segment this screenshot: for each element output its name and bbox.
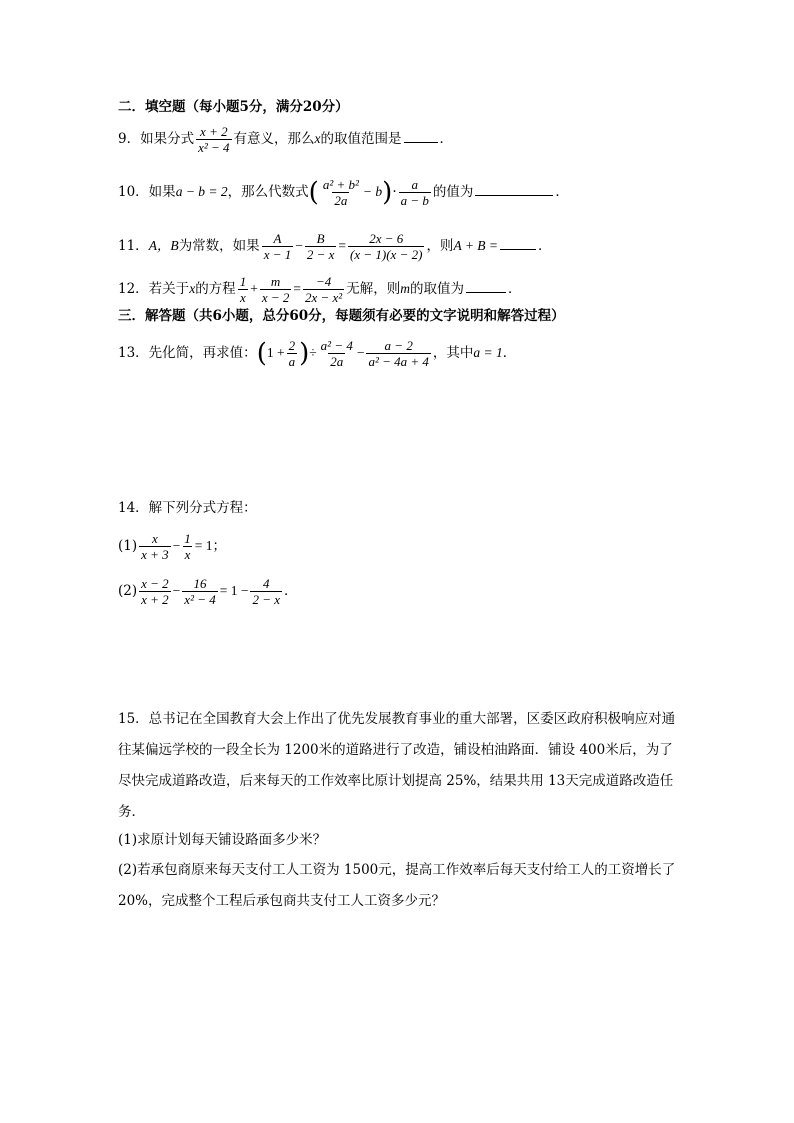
q12-mid: 的方程 — [195, 281, 236, 297]
q10-suffix: 的值为 — [432, 184, 474, 200]
q12-answer-blank[interactable] — [466, 278, 506, 293]
q14-p1-f1-num: x — [152, 531, 158, 546]
q12-f3-num: −4 — [315, 274, 332, 289]
q11-f3-num: 2x − 6 — [369, 231, 404, 246]
q13-prefix: 13．先化简，再求值： — [118, 345, 257, 361]
q11-end: ． — [538, 238, 552, 254]
q13-end: ． — [502, 345, 517, 361]
q12-var: x — [189, 281, 196, 296]
q10-end: ． — [555, 184, 569, 200]
question-9 — [118, 124, 453, 155]
q11-minus: − — [295, 238, 303, 253]
q14-p2-end: ． — [284, 583, 298, 599]
q10-right-paren: ) — [382, 177, 393, 208]
question-14-title: 14．解下列分式方程： — [118, 500, 257, 516]
q14-p1-f2-den: x — [184, 547, 191, 562]
q13-cond-prefix: ，其中 — [432, 345, 474, 361]
q13-one-plus: 1 + — [266, 345, 285, 360]
q13-f2-den: 2a — [330, 354, 344, 369]
q14-p2-f1-den: x + 2 — [141, 592, 169, 607]
q12-f1-num: 1 — [239, 274, 247, 289]
question-10 — [118, 177, 569, 208]
section2-heading: 二．填空题（每小题5分，满分20分） — [118, 99, 349, 115]
q9-var: x — [314, 131, 321, 146]
q12-f2-num: m — [270, 274, 281, 289]
question-13 — [118, 338, 516, 369]
q13-f3-den: a² − 4a + 4 — [368, 354, 429, 369]
q9-answer-blank[interactable] — [404, 128, 438, 143]
q12-f3-den: 2x − x² — [304, 290, 343, 305]
q13-fraction-1 — [287, 338, 298, 369]
question-14-part-1 — [118, 531, 226, 562]
q11-mid: 为常数，如果 — [178, 238, 260, 254]
question-15-part-1: (1)求原计划每天铺设路面多少米？ — [118, 832, 327, 848]
q10-f2-num: a — [411, 177, 418, 192]
q14-p2-fraction-2 — [182, 576, 217, 607]
q12-var2: m — [400, 281, 410, 296]
q13-f2-num: a² − 4 — [320, 338, 353, 353]
q11-eq: = — [338, 238, 347, 253]
q13-right-paren: ) — [299, 338, 310, 369]
q14-p2-fraction-3 — [250, 576, 282, 607]
q9-suffix: 有意义，那么 — [233, 131, 315, 147]
q11-f1-den: x − 1 — [263, 247, 292, 262]
q10-fraction-2 — [399, 177, 431, 208]
q12-suffix: 的取值为 — [409, 281, 464, 297]
q14-p2-f1-num: x − 2 — [141, 576, 169, 591]
q11-f2-num: B — [316, 231, 325, 246]
q14-p2-fraction-1 — [139, 576, 171, 607]
section3-heading: 三．解答题（共6小题，总分60分，每题须有必要的文字说明和解答过程） — [118, 308, 565, 324]
q12-fraction-3 — [303, 274, 344, 305]
q10-prefix: 10．如果 — [118, 184, 176, 200]
q12-prefix: 12．若关于 — [118, 281, 190, 297]
q11-vars: A，B — [148, 238, 179, 253]
q13-f1-num: 2 — [288, 338, 296, 353]
q14-p2-label: (2) — [118, 583, 138, 599]
q13-left-paren: ( — [256, 338, 267, 369]
q10-inner-fraction — [321, 177, 361, 208]
q11-fraction-1 — [262, 231, 294, 262]
q11-f1-num: A — [273, 231, 282, 246]
q10-condition: a − b = 2 — [175, 184, 228, 199]
q14-p2-f2-den: x² − 4 — [184, 592, 216, 607]
q14-p1-f1-den: x + 3 — [141, 547, 169, 562]
q13-condition: a = 1 — [473, 345, 503, 360]
q11-sum: A + B = — [453, 238, 499, 253]
q10-answer-blank[interactable] — [475, 181, 553, 196]
q13-f1-den: a — [288, 354, 296, 369]
q14-p1-fraction-2 — [182, 531, 193, 562]
question-15-part-2: (2)若承包商原来每天支付工人工资为 1500元，提高工作效率后每天支付给工人的工资增长了 20%，完成整个工程后承包商共支付工人工资多少元？ — [118, 862, 676, 909]
q10-f2-den: a − b — [400, 193, 429, 208]
q11-f2-den: 2 − x — [306, 247, 335, 262]
q9-num: x + 2 — [200, 124, 228, 139]
q12-fraction-2 — [260, 274, 292, 305]
q13-fraction-2 — [319, 338, 355, 369]
q9-den: x² − 4 — [198, 140, 230, 155]
q12-end: ． — [507, 281, 522, 297]
q9-end: ． — [439, 131, 454, 147]
q14-p2-minus: − — [172, 583, 181, 598]
q14-p2-f2-num: 16 — [193, 576, 207, 591]
q14-p1-label: (1) — [118, 538, 138, 554]
q12-mid2: 无解，则 — [346, 281, 401, 297]
q14-p1-fraction-1 — [139, 531, 171, 562]
question-15-body: 15．总书记在全国教育大会上作出了优先发展教育事业的重大部署，区委区政府积极响应对通往某偏远学校的一段全长为 1200米的道路进行了改造，铺设柏油路面．铺设 400米后，为了尽快完成道路改造，后来每天的工作效率比原计划提高 25%，结果共用 13天完成道路改造任务． — [118, 711, 676, 820]
q14-p1-f2-num: 1 — [184, 531, 191, 546]
q12-plus: + — [250, 281, 258, 296]
q12-eq: = — [293, 281, 301, 296]
q12-f1-den: x — [240, 290, 246, 305]
q12-f2-den: x − 2 — [261, 290, 290, 305]
q10-mid: ，那么代数式 — [227, 184, 309, 200]
q14-p2-f3-den: 2 − x — [252, 592, 281, 607]
q13-fraction-3 — [366, 338, 430, 369]
q14-p2-f3-num: 4 — [263, 576, 270, 591]
q11-answer-blank[interactable] — [500, 235, 536, 250]
question-14-part-2 — [118, 576, 298, 607]
q9-fraction — [196, 124, 231, 155]
q14-p1-minus: − — [172, 538, 181, 553]
question-11 — [118, 231, 552, 262]
q14-p1-end: ； — [212, 538, 227, 554]
q13-div: ÷ — [309, 345, 317, 360]
q14-p1-rhs: = 1 — [194, 538, 213, 553]
q10-inner-den: 2a — [334, 193, 348, 208]
q11-fraction-3 — [348, 231, 424, 262]
question-12 — [118, 274, 521, 305]
q14-p2-rhs: = 1 − — [219, 583, 249, 598]
q11-then: ，则 — [426, 238, 454, 254]
q10-inner-num: a² + b² — [322, 177, 359, 192]
q9-prefix: 9．如果分式 — [118, 131, 195, 147]
q11-f3-den: (x − 1)(x − 2) — [350, 247, 423, 262]
q10-minus-b: − b — [362, 184, 383, 199]
q13-minus: − — [356, 345, 365, 360]
q13-f3-num: a − 2 — [384, 338, 413, 353]
q10-dot: · — [392, 184, 397, 200]
q10-left-paren: ( — [308, 177, 319, 208]
q11-fraction-2 — [305, 231, 337, 262]
q9-suffix2: 的取值范围是 — [320, 131, 402, 147]
q12-fraction-1 — [238, 274, 249, 305]
q11-prefix: 11． — [118, 238, 149, 254]
